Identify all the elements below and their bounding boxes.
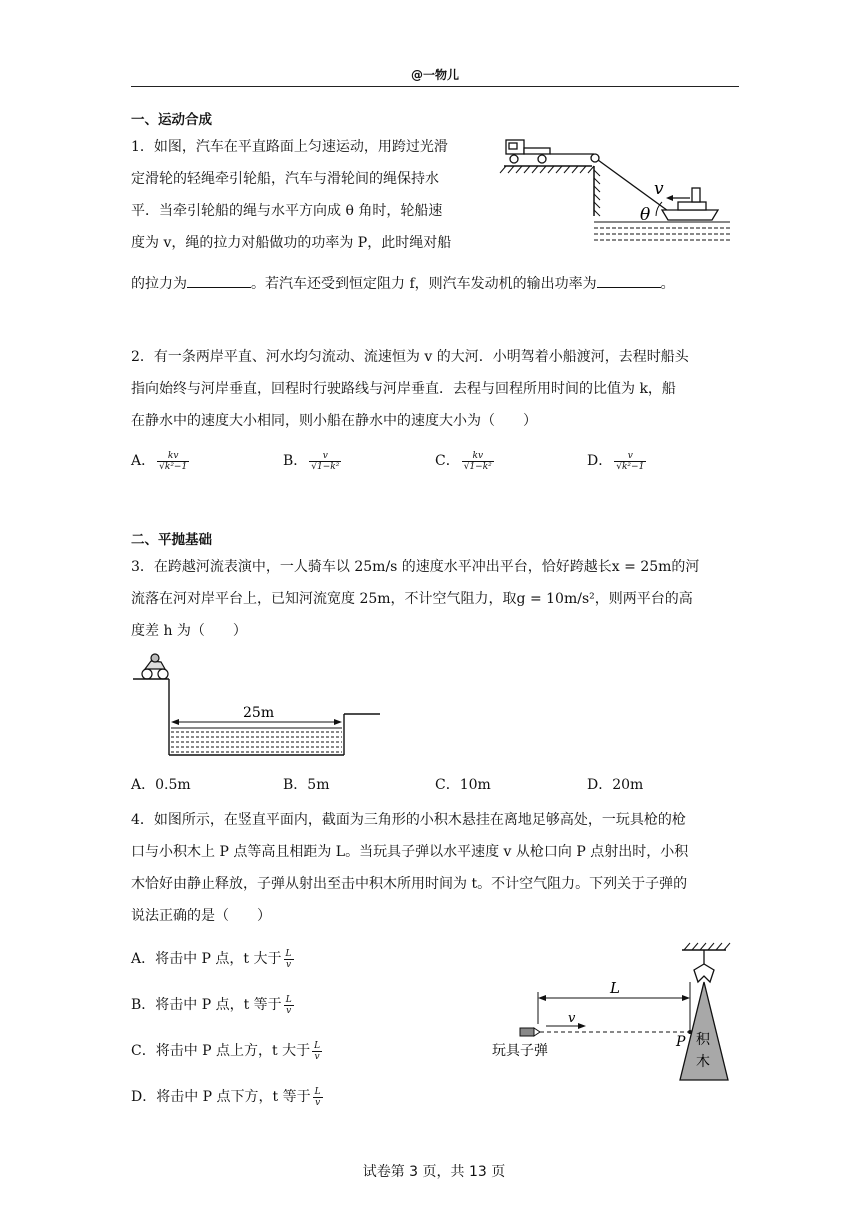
q3-option-d[interactable]: D．20m bbox=[587, 777, 644, 793]
p-label: P bbox=[676, 1034, 686, 1050]
q1-text-b: 。若汽车还受到恒定阻力 f，则汽车发动机的输出功率为 bbox=[251, 276, 597, 292]
q1-line-3: 平．当牵引轮船的绳与水平方向成 θ 角时，轮船速 bbox=[131, 203, 443, 219]
frac-den: √1−k² bbox=[311, 461, 340, 472]
section-title-2: 二、平抛基础 bbox=[131, 532, 212, 548]
q3-option-c[interactable]: C．10m bbox=[435, 777, 491, 793]
bullet-icon bbox=[520, 1028, 534, 1036]
river-width-label: 25m bbox=[243, 705, 275, 721]
frac-num: L bbox=[285, 994, 292, 1005]
page-footer: 试卷第 3 页，共 13 页 bbox=[362, 1164, 506, 1180]
bullet-label: 玩具子弹 bbox=[492, 1043, 548, 1059]
q2-option-c[interactable] bbox=[435, 450, 494, 472]
frac-den: √1−k² bbox=[463, 461, 492, 472]
road-hatch bbox=[500, 166, 594, 173]
option-text: D．将击中 P 点下方，t 等于 bbox=[131, 1089, 311, 1105]
q4-option-a[interactable] bbox=[131, 948, 294, 970]
q4-option-b[interactable] bbox=[131, 994, 294, 1016]
theta-label: θ bbox=[640, 205, 651, 225]
ceiling-hatch bbox=[684, 943, 730, 950]
q3-figure bbox=[131, 652, 386, 762]
option-label: C． bbox=[435, 453, 460, 469]
frac-num: L bbox=[314, 1040, 321, 1051]
pulley-icon bbox=[591, 154, 599, 162]
q4-line-4: 说法正确的是（ ） bbox=[131, 908, 271, 924]
v-label: v bbox=[568, 1011, 576, 1026]
frac-den: √k²−1 bbox=[159, 461, 188, 472]
q2-option-a[interactable] bbox=[131, 450, 189, 472]
point-p bbox=[688, 1030, 692, 1034]
river-water bbox=[171, 732, 342, 752]
q1-blank-1[interactable] bbox=[187, 273, 251, 288]
block-label-top: 积 bbox=[696, 1032, 710, 1048]
block-label-bottom: 木 bbox=[696, 1054, 710, 1070]
frac-den: v bbox=[315, 1097, 321, 1108]
frac-den: v bbox=[314, 1051, 320, 1062]
frac-num: kv bbox=[157, 451, 189, 462]
frac-num: v bbox=[614, 451, 646, 462]
water-lines bbox=[594, 222, 730, 240]
q4-option-d[interactable] bbox=[131, 1086, 323, 1108]
motorcycle-rider-icon bbox=[142, 654, 168, 679]
option-label: D． bbox=[587, 453, 613, 469]
q3-line-2: 流落在河对岸平台上，已知河流宽度 25m，不计空气阻力，取g = 10m/s²，则两平台的高 bbox=[131, 591, 693, 607]
boat-icon bbox=[662, 188, 718, 220]
frac-num: L bbox=[285, 948, 292, 959]
header-divider bbox=[131, 86, 739, 87]
l-label: L bbox=[610, 979, 620, 997]
q1-text-a: 的拉力为 bbox=[131, 276, 187, 292]
q4-line-2: 口与小积木上 P 点等高且相距为 L。当玩具子弹以水平速度 v 从枪口向 P 点射出时，小积 bbox=[131, 844, 689, 860]
frac-num: kv bbox=[462, 451, 494, 462]
q1-line-4: 度为 v，绳的拉力对船做功的功率为 P，此时绳对船 bbox=[131, 235, 452, 251]
frac-num: L bbox=[314, 1086, 321, 1097]
q1-line-1: 1．如图，汽车在平直路面上匀速运动，用跨过光滑 bbox=[131, 139, 448, 155]
q1-text-c: 。 bbox=[660, 276, 675, 292]
option-text: A．将击中 P 点，t 大于 bbox=[131, 951, 282, 967]
q2-option-b[interactable] bbox=[283, 450, 341, 472]
q2-line-3: 在静水中的速度大小相同，则小船在静水中的速度大小为（ ） bbox=[131, 413, 537, 429]
q2-line-2: 指向始终与河岸垂直，回程时行驶路线与河岸垂直．去程与回程所用时间的比值为 k，船 bbox=[131, 381, 676, 397]
q3-option-a[interactable]: A．0.5m bbox=[131, 777, 191, 793]
velocity-label: v bbox=[654, 179, 664, 199]
frac-den: v bbox=[286, 1005, 292, 1016]
frac-num: v bbox=[309, 451, 341, 462]
q3-line-1: 3．在跨越河流表演中，一人骑车以 25m/s 的速度水平冲出平台，恰好跨越长x = 25m的河 bbox=[131, 559, 700, 575]
q4-line-1: 4．如图所示，在竖直平面内，截面为三角形的小积木悬挂在离地足够高处，一玩具枪的枪 bbox=[131, 812, 686, 828]
q1-line-2: 定滑轮的轻绳牵引轮船，汽车与滑轮间的绳保持水 bbox=[131, 171, 439, 187]
clamp-icon bbox=[694, 964, 714, 982]
q2-line-1: 2．有一条两岸平直、河水均匀流动、流速恒为 v 的大河．小明驾着小船渡河，去程时船头 bbox=[131, 349, 689, 365]
option-text: C．将击中 P 点上方，t 大于 bbox=[131, 1043, 311, 1059]
page-header: @一物儿 bbox=[410, 68, 459, 82]
q1-figure bbox=[492, 130, 742, 248]
frac-den: √k²−1 bbox=[616, 461, 645, 472]
option-text: B．将击中 P 点，t 等于 bbox=[131, 997, 282, 1013]
q4-option-c[interactable] bbox=[131, 1040, 322, 1062]
q4-figure bbox=[490, 940, 748, 1090]
frac-den: v bbox=[285, 959, 292, 970]
q4-line-3: 木恰好由静止释放，子弹从射出至击中积木所用时间为 t。不计空气阻力。下列关于子弹的 bbox=[131, 876, 688, 892]
q1-blank-2[interactable] bbox=[597, 273, 661, 288]
q1-line-5 bbox=[131, 273, 675, 294]
section-title-1: 一、运动合成 bbox=[131, 112, 212, 128]
truck-icon bbox=[506, 140, 550, 163]
q2-option-d[interactable] bbox=[587, 450, 646, 472]
option-label: A． bbox=[131, 453, 156, 469]
q3-line-3: 度差 h 为（ ） bbox=[131, 623, 247, 639]
option-label: B． bbox=[283, 453, 308, 469]
q3-option-b[interactable]: B．5m bbox=[283, 777, 330, 793]
